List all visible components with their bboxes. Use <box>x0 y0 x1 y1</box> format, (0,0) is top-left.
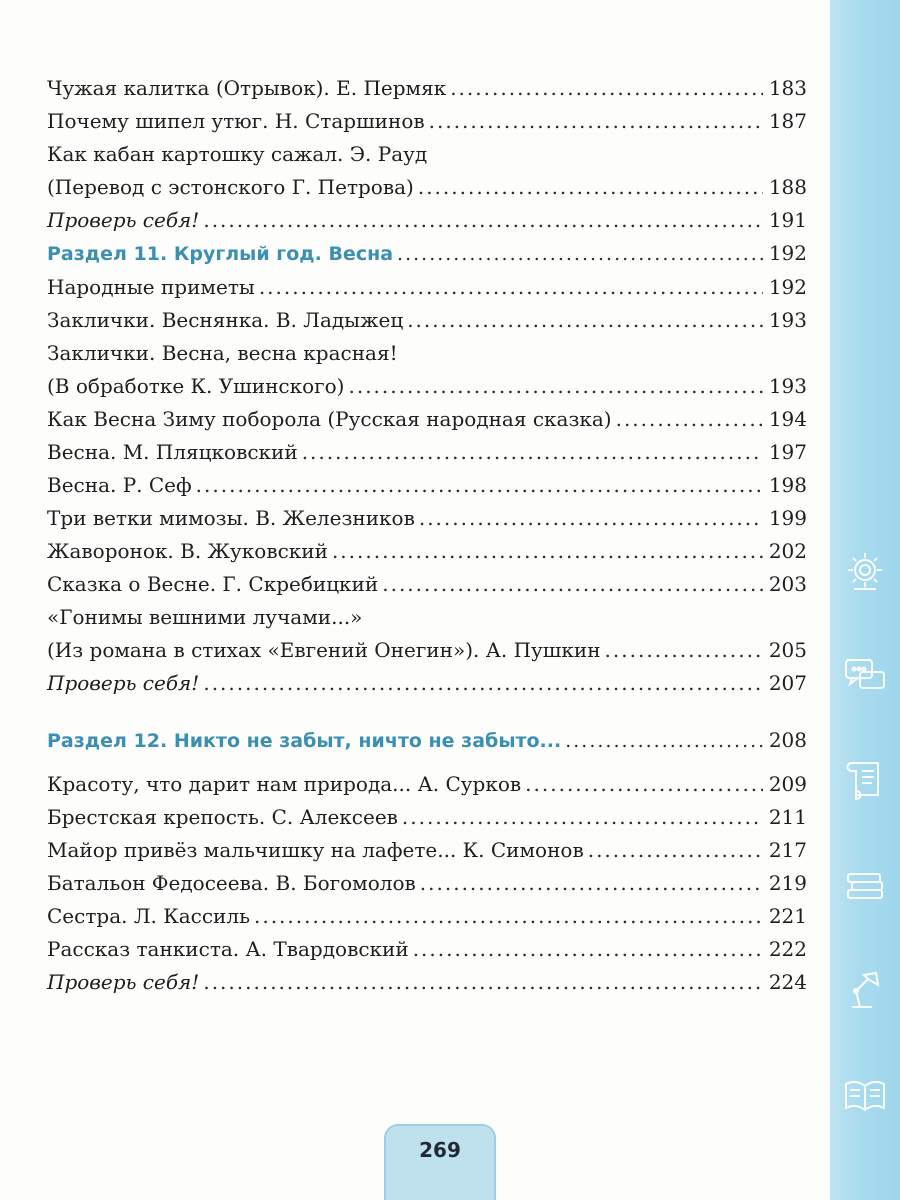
toc-entry <box>47 138 807 204</box>
toc-page-number: 183 <box>768 76 807 100</box>
toc-page-number: 187 <box>768 109 807 133</box>
toc-entry-title-line: Заклички. Весна, весна красная! <box>47 341 398 365</box>
toc-entry <box>47 834 807 867</box>
toc-entry-title: Заклички. Веснянка. В. Ладыжец <box>47 308 404 332</box>
toc-page-number: 198 <box>768 473 807 497</box>
toc-page-number: 203 <box>768 572 807 596</box>
toc-entry <box>47 304 807 337</box>
toc-entry <box>47 436 807 469</box>
book-stack-icon <box>840 860 890 910</box>
toc-entry <box>47 768 807 801</box>
toc-leader-dots <box>196 469 763 502</box>
gear-badge-icon <box>840 545 890 595</box>
toc-section-heading <box>47 237 807 271</box>
toc-entry-line <box>47 105 807 138</box>
toc-page-number: 202 <box>768 539 807 563</box>
toc-page-number: 191 <box>768 208 807 232</box>
toc-leader-dots <box>259 271 763 304</box>
toc-page-number: 193 <box>768 308 807 332</box>
toc-entry-line <box>47 834 807 867</box>
toc-page-number: 188 <box>768 175 807 199</box>
toc-page-number: 194 <box>768 407 807 431</box>
toc-entry-title: Сестра. Л. Кассиль <box>47 904 250 928</box>
toc-entry <box>47 337 807 403</box>
toc-entry-line <box>47 724 807 758</box>
toc-entry-line <box>47 436 807 469</box>
toc-leader-dots <box>420 867 763 900</box>
toc-entry <box>47 535 807 568</box>
toc-entry-line <box>47 271 807 304</box>
toc-leader-dots <box>402 801 763 834</box>
toc-page-number: 197 <box>768 440 807 464</box>
toc-entry <box>47 271 807 304</box>
toc-section-heading <box>47 724 807 758</box>
toc-entry-line <box>47 667 807 700</box>
toc-entry-line <box>47 634 807 667</box>
toc-entry-line <box>47 568 807 601</box>
scroll-icon <box>840 755 890 805</box>
toc-leader-dots <box>616 403 763 436</box>
toc-leader-dots <box>413 933 763 966</box>
toc-entry-title: Брестская крепость. С. Алексеев <box>47 805 398 829</box>
toc-entry-title: Проверь себя! <box>47 208 200 232</box>
toc-entry-title: Весна. М. Пляцковский <box>47 440 298 464</box>
toc-leader-dots <box>302 436 763 469</box>
toc-leader-dots <box>450 72 763 105</box>
toc-entry-line <box>47 204 807 237</box>
toc-entry-line <box>47 768 807 801</box>
table-of-contents <box>47 72 807 999</box>
chat-bubbles-icon <box>840 650 890 700</box>
toc-leader-dots <box>332 535 763 568</box>
desk-lamp-icon <box>840 965 890 1015</box>
toc-entry-title: Три ветки мимозы. В. Железников <box>47 506 415 530</box>
toc-page-number: 217 <box>768 838 807 862</box>
toc-leader-dots <box>203 204 763 237</box>
page-number-badge <box>384 1124 496 1200</box>
side-decor-strip <box>830 0 900 1200</box>
toc-leader-dots <box>429 105 763 138</box>
toc-entry-title: Сказка о Весне. Г. Скребицкий <box>47 572 379 596</box>
toc-entry-title: Народные приметы <box>47 275 255 299</box>
toc-leader-dots <box>525 768 763 801</box>
toc-entry <box>47 105 807 138</box>
toc-self-check-entry <box>47 966 807 999</box>
toc-leader-dots <box>397 238 763 271</box>
toc-entry-line <box>47 469 807 502</box>
toc-self-check-entry <box>47 667 807 700</box>
page-number: 269 <box>419 1138 461 1162</box>
toc-leader-dots <box>407 304 763 337</box>
toc-entry <box>47 72 807 105</box>
toc-entry-title: (Из романа в стихах «Евгений Онегин»). А. Пушкин <box>47 638 601 662</box>
toc-entry-title-line: Как кабан картошку сажал. Э. Рауд <box>47 142 428 166</box>
toc-entry-title: Как Весна Зиму поборола (Русская народная сказка) <box>47 407 612 431</box>
toc-entry <box>47 801 807 834</box>
toc-entry <box>47 867 807 900</box>
toc-entry-line <box>47 502 807 535</box>
toc-leader-dots <box>203 667 763 700</box>
toc-entry-title: Батальон Федосеева. В. Богомолов <box>47 871 416 895</box>
toc-page-number: 208 <box>768 728 807 752</box>
toc-leader-dots <box>348 370 763 403</box>
toc-entry <box>47 502 807 535</box>
toc-self-check-entry <box>47 204 807 237</box>
toc-entry-line <box>47 966 807 999</box>
toc-entry <box>47 900 807 933</box>
toc-leader-dots <box>382 568 763 601</box>
toc-entry-line <box>47 900 807 933</box>
toc-page-number: 224 <box>768 970 807 994</box>
toc-entry-title: (В обработке К. Ушинского) <box>47 374 345 398</box>
toc-entry-line <box>47 171 807 204</box>
toc-entry <box>47 403 807 436</box>
toc-entry-title: Красоту, что дарит нам природа... А. Сурков <box>47 772 522 796</box>
toc-entry <box>47 933 807 966</box>
toc-entry-line <box>47 867 807 900</box>
toc-entry-line <box>47 370 807 403</box>
toc-page-number: 193 <box>768 374 807 398</box>
toc-entry-title: (Перевод с эстонского Г. Петрова) <box>47 175 414 199</box>
toc-page-number: 209 <box>768 772 807 796</box>
toc-page-number: 219 <box>768 871 807 895</box>
toc-leader-dots <box>588 834 763 867</box>
toc-entry-title: Раздел 12. Никто не забыт, ничто не забыто... <box>47 730 562 752</box>
toc-entry-title: Раздел 11. Круглый год. Весна <box>47 243 394 265</box>
toc-entry-title: Майор привёз мальчишку на лафете... К. Симонов <box>47 838 584 862</box>
toc-entry <box>47 601 807 667</box>
toc-page-number: 221 <box>768 904 807 928</box>
toc-page-number: 207 <box>768 671 807 695</box>
toc-entry-title: Проверь себя! <box>47 970 200 994</box>
toc-entry-line <box>47 403 807 436</box>
toc-page-number: 222 <box>768 937 807 961</box>
toc-entry-line <box>47 304 807 337</box>
toc-page-number: 199 <box>768 506 807 530</box>
toc-leader-dots <box>565 725 763 758</box>
toc-entry-title: Проверь себя! <box>47 671 200 695</box>
toc-entry-title: Рассказ танкиста. А. Твардовский <box>47 937 409 961</box>
toc-entry-line <box>47 237 807 271</box>
toc-leader-dots <box>254 900 763 933</box>
toc-page-number: 192 <box>768 241 807 265</box>
toc-entry-title: Жаворонок. В. Жуковский <box>47 539 328 563</box>
toc-page-number: 205 <box>768 638 807 662</box>
open-book-icon <box>840 1070 890 1120</box>
toc-entry-title: Чужая калитка (Отрывок). Е. Пермяк <box>47 76 447 100</box>
toc-leader-dots <box>605 634 763 667</box>
toc-leader-dots <box>418 171 763 204</box>
toc-leader-dots <box>203 966 763 999</box>
toc-leader-dots <box>419 502 763 535</box>
toc-entry-line <box>47 72 807 105</box>
toc-page-number: 211 <box>768 805 807 829</box>
toc-entry <box>47 469 807 502</box>
toc-entry-title: Весна. Р. Сеф <box>47 473 192 497</box>
toc-entry-title-line: «Гонимы вешними лучами...» <box>47 605 363 629</box>
toc-page-number: 192 <box>768 275 807 299</box>
toc-entry-line <box>47 801 807 834</box>
toc-entry-line <box>47 933 807 966</box>
toc-entry-title: Почему шипел утюг. Н. Старшинов <box>47 109 425 133</box>
toc-entry-line <box>47 535 807 568</box>
toc-entry <box>47 568 807 601</box>
